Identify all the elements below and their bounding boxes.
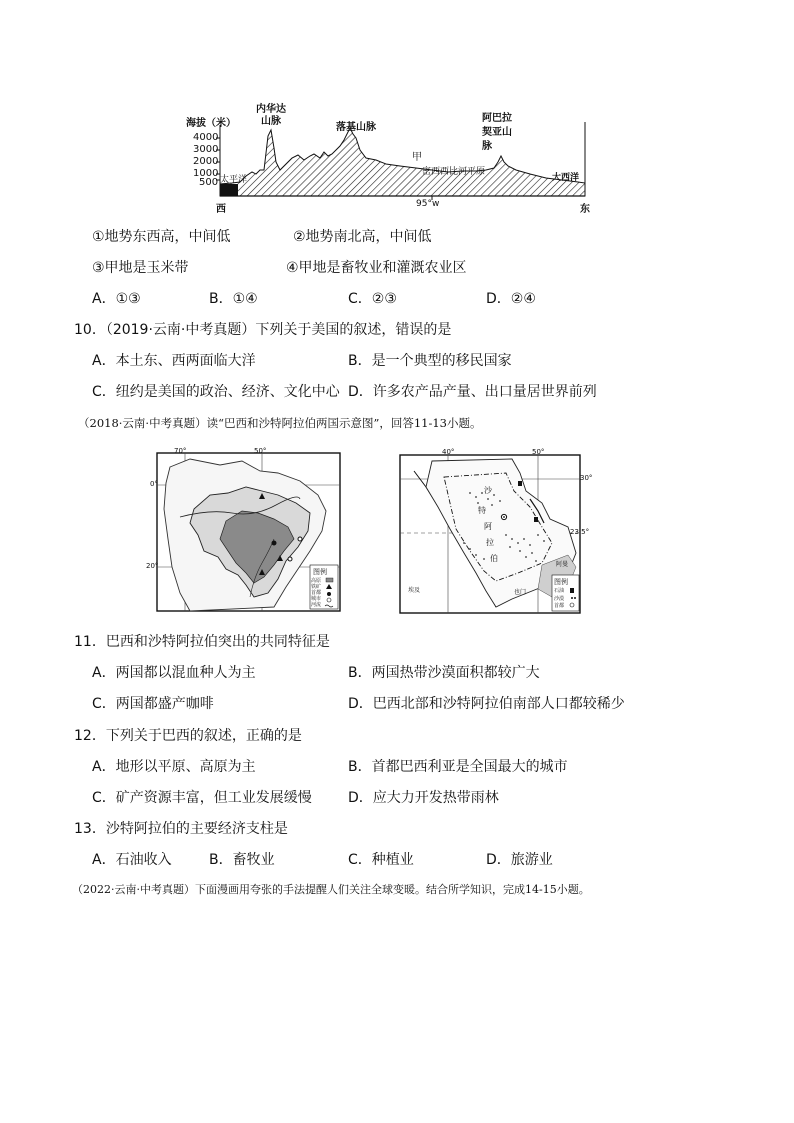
brazil-legend-river: 河流 <box>311 602 322 608</box>
y-tick-4000: 4000 <box>193 132 219 143</box>
q13-option-b[interactable]: B．畜牧业 <box>209 852 275 868</box>
oil-field-2 <box>534 517 538 522</box>
intro-14-15: （2022·云南·中考真题）下面漫画用夸张的手法提醒人们关注全球变暖。结合所学知识，完成14-15小题。 <box>72 883 590 896</box>
brazil-legend-city: 城市 <box>311 596 322 602</box>
q9-option-b[interactable]: B．①④ <box>209 291 258 307</box>
q10-option-b[interactable]: B．是一个典型的移民国家 <box>348 353 512 369</box>
saudi-legend-capital: 首都 <box>554 603 565 609</box>
city-1 <box>288 557 292 561</box>
q9-stmt-1: ①地势东西高，中间低 <box>92 229 231 245</box>
terrain-cross-section <box>220 128 585 196</box>
saudi-name-1: 沙 <box>484 486 492 495</box>
brazil-legend-capital: 首都 <box>311 590 322 596</box>
saudi-legend-title: 图例 <box>554 578 568 586</box>
q12-option-b[interactable]: B．首都巴西利亚是全国最大的城市 <box>348 759 568 775</box>
saudi-lon-40: 40° <box>442 448 455 456</box>
q13-stem: 13．沙特阿拉伯的主要经济支柱是 <box>74 821 288 837</box>
q11-option-c[interactable]: C．两国都盛产咖啡 <box>92 696 214 712</box>
q10-option-a[interactable]: A．本土东、西两面临大洋 <box>92 353 256 369</box>
q9-stmt-4: ④甲地是畜牧业和灌溉农业区 <box>286 260 467 276</box>
brazil-map <box>146 447 346 617</box>
y-tick-3000: 3000 <box>193 144 219 155</box>
city-2 <box>298 537 302 541</box>
q12-option-a[interactable]: A．地形以平原、高原为主 <box>92 759 256 775</box>
saudi-lon-50: 50° <box>532 448 545 456</box>
atlantic-label: 大西洋 <box>552 173 580 183</box>
brazil-lat-0: 0° <box>150 480 158 488</box>
oman-label: 阿曼 <box>556 561 569 568</box>
appalachian-label: 阿巴拉 契亚山 脉 <box>482 113 512 152</box>
jia-label: 甲 <box>412 152 422 163</box>
q11-option-d[interactable]: D．巴西北部和沙特阿拉伯南部人口都较稀少 <box>348 696 625 712</box>
q11-stem: 11．巴西和沙特阿拉伯突出的共同特征是 <box>74 634 330 650</box>
altitude-axis-label: 海拔（米） <box>186 118 236 129</box>
q9-stmt-2: ②地势南北高，中间低 <box>293 229 432 245</box>
brazil-legend-iron: 铁矿 <box>311 584 322 590</box>
mississippi-plain-label: 密西西比河平原 <box>422 167 486 177</box>
saudi-lat-23-5: 23.5° <box>570 528 590 536</box>
pacific-water <box>220 184 238 196</box>
y-tick-2000: 2000 <box>193 156 219 167</box>
brazil-lon-70: 70° <box>174 447 187 455</box>
q10-option-c[interactable]: C．纽约是美国的政治、经济、文化中心 <box>92 384 340 400</box>
q13-option-a[interactable]: A．石油收入 <box>92 852 172 868</box>
q12-option-c[interactable]: C．矿产资源丰富，但工业发展缓慢 <box>92 790 312 806</box>
saudi-legend-oil: 石油 <box>554 588 565 594</box>
rocky-mountains-label: 落基山脉 <box>336 122 376 133</box>
yemen-label: 也门 <box>514 589 527 596</box>
egypt-label: 埃及 <box>408 587 421 594</box>
pacific-label: 太平洋 <box>220 175 248 185</box>
q12-stem: 12．下列关于巴西的叙述，正确的是 <box>74 728 302 744</box>
terrain-profile-figure <box>180 100 600 215</box>
q10-option-d[interactable]: D．许多农产品产量、出口量居世界前列 <box>348 384 597 400</box>
meridian-label: 95°w <box>416 199 440 209</box>
q11-option-a[interactable]: A．两国都以混血种人为主 <box>92 665 256 681</box>
q13-option-c[interactable]: C．种植业 <box>348 852 414 868</box>
q9-stmt-3: ③甲地是玉米带 <box>92 260 189 276</box>
q9-option-c[interactable]: C．②③ <box>348 291 397 307</box>
saudi-legend-desert: 沙漠 <box>554 596 565 602</box>
saudi-name-2: 特 <box>478 506 486 515</box>
saudi-name-4: 拉 <box>486 538 494 547</box>
y-tick-1000: 1000 <box>193 168 219 179</box>
intro-11-13: （2018·云南·中考真题）读“巴西和沙特阿拉伯两国示意图”，回答11-13小题。 <box>78 416 482 430</box>
saudi-lat-30: 30° <box>580 474 593 482</box>
saudi-map <box>392 447 593 617</box>
brazil-lat-20: 20° <box>146 562 159 570</box>
sierra-nevada-label: 内华达 山脉 <box>256 104 286 127</box>
brazil-legend-title: 图例 <box>313 568 327 576</box>
q9-option-a[interactable]: A．①③ <box>92 291 141 307</box>
q12-option-d[interactable]: D．应大力开发热带雨林 <box>348 790 499 806</box>
brazil-lon-50: 50° <box>254 447 267 455</box>
y-tick-500: 500 <box>199 177 219 188</box>
terrain-profile-svg <box>180 100 600 215</box>
east-label: 东 <box>580 204 590 215</box>
capital <box>272 541 277 546</box>
oil-field-1 <box>518 481 522 486</box>
q13-option-d[interactable]: D．旅游业 <box>486 852 553 868</box>
q11-option-b[interactable]: B．两国热带沙漠面积都较广大 <box>348 665 540 681</box>
brazil-legend-plateau: 高原 <box>311 578 322 584</box>
west-label: 西 <box>216 204 226 215</box>
saudi-name-5: 伯 <box>490 554 498 563</box>
saudi-name-3: 阿 <box>484 522 492 531</box>
q9-option-d[interactable]: D．②④ <box>486 291 536 307</box>
q10-stem: 10．（2019·云南·中考真题）下列关于美国的叙述，错误的是 <box>74 322 452 338</box>
